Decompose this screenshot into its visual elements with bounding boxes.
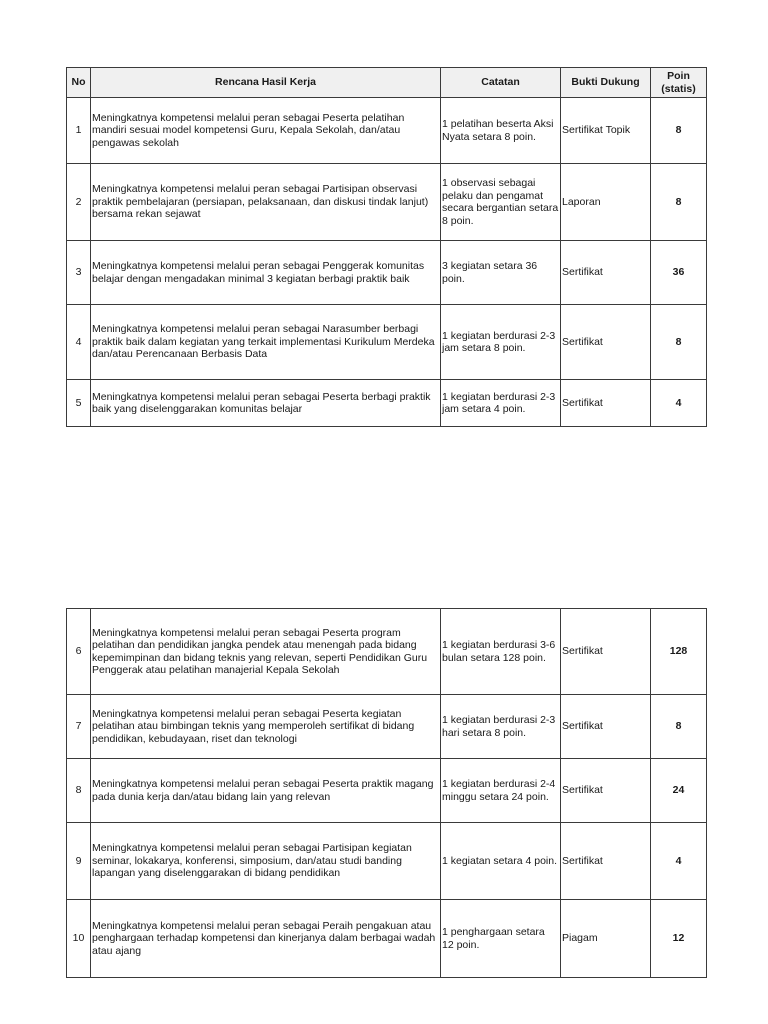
row-number: 6 [67, 609, 91, 695]
table-header-row [67, 68, 707, 98]
bukti-cell: Sertifikat Topik [561, 98, 651, 164]
table-row [67, 823, 707, 900]
table-row [67, 380, 707, 427]
catatan-cell: 1 penghargaan setara 12 poin. [441, 900, 561, 978]
bukti-cell: Piagam [561, 900, 651, 978]
row-number: 1 [67, 98, 91, 164]
catatan-cell: 3 kegiatan setara 36 poin. [441, 241, 561, 305]
catatan-cell: 1 observasi sebagai pelaku dan pengamat secara bergantian setara 8 poin. [441, 164, 561, 241]
row-number: 4 [67, 305, 91, 380]
rencana-cell: Meningkatnya kompetensi melalui peran sebagai Peraih pengakuan atau penghargaan terhadap kompetensi dan kinerjanya dalam berbagai wadah atau ajang [91, 900, 441, 978]
catatan-cell: 1 kegiatan berdurasi 2-4 minggu setara 24 poin. [441, 759, 561, 823]
poin-cell: 4 [651, 823, 707, 900]
bukti-cell: Laporan [561, 164, 651, 241]
catatan-cell: 1 kegiatan berdurasi 3-6 bulan setara 128 poin. [441, 609, 561, 695]
rencana-cell: Meningkatnya kompetensi melalui peran sebagai Peserta berbagi praktik baik yang diselenggarakan komunitas belajar [91, 380, 441, 427]
row-number: 8 [67, 759, 91, 823]
table-row [67, 695, 707, 759]
poin-cell: 12 [651, 900, 707, 978]
table-row [67, 305, 707, 380]
competency-table-part-1 [66, 67, 707, 427]
poin-cell: 24 [651, 759, 707, 823]
catatan-cell: 1 kegiatan berdurasi 2-3 jam setara 8 poin. [441, 305, 561, 380]
rencana-cell: Meningkatnya kompetensi melalui peran sebagai Peserta praktik magang pada dunia kerja dan/atau bidang lain yang relevan [91, 759, 441, 823]
catatan-cell: 1 pelatihan beserta Aksi Nyata setara 8 poin. [441, 98, 561, 164]
poin-cell: 128 [651, 609, 707, 695]
rencana-cell: Meningkatnya kompetensi melalui peran sebagai Partisipan kegiatan seminar, lokakarya, konferensi, simposium, dan/atau studi banding lapangan yang diselenggarakan di bidang pendidikan [91, 823, 441, 900]
header-bukti-dukung: Bukti Dukung [561, 68, 651, 98]
header-catatan: Catatan [441, 68, 561, 98]
rencana-cell: Meningkatnya kompetensi melalui peran sebagai Peserta kegiatan pelatihan atau bimbingan teknis yang memperoleh sertifikat di bidang pendidikan, kebudayaan, riset dan teknologi [91, 695, 441, 759]
table-row [67, 164, 707, 241]
bukti-cell: Sertifikat [561, 823, 651, 900]
poin-cell: 8 [651, 695, 707, 759]
rencana-cell: Meningkatnya kompetensi melalui peran sebagai Peserta pelatihan mandiri sesuai model kompetensi Guru, Kepala Sekolah, dan/atau pengawas sekolah [91, 98, 441, 164]
poin-cell: 4 [651, 380, 707, 427]
header-poin: Poin (statis) [651, 68, 707, 98]
row-number: 9 [67, 823, 91, 900]
catatan-cell: 1 kegiatan berdurasi 2-3 jam setara 4 poin. [441, 380, 561, 427]
catatan-cell: 1 kegiatan setara 4 poin. [441, 823, 561, 900]
poin-cell: 8 [651, 305, 707, 380]
table-row [67, 759, 707, 823]
header-rencana-hasil-kerja: Rencana Hasil Kerja [91, 68, 441, 98]
table-row [67, 98, 707, 164]
bukti-cell: Sertifikat [561, 380, 651, 427]
bukti-cell: Sertifikat [561, 241, 651, 305]
poin-cell: 36 [651, 241, 707, 305]
bukti-cell: Sertifikat [561, 695, 651, 759]
rencana-cell: Meningkatnya kompetensi melalui peran sebagai Partisipan observasi praktik pembelajaran (persiapan, pelaksanaan, dan diskusi tindak lanjut) bersama rekan sejawat [91, 164, 441, 241]
row-number: 2 [67, 164, 91, 241]
header-no: No [67, 68, 91, 98]
rencana-cell: Meningkatnya kompetensi melalui peran sebagai Penggerak komunitas belajar dengan mengadakan minimal 3 kegiatan berbagi praktik baik [91, 241, 441, 305]
row-number: 5 [67, 380, 91, 427]
table-row [67, 241, 707, 305]
table-row [67, 900, 707, 978]
competency-table-part-2 [66, 608, 707, 978]
row-number: 10 [67, 900, 91, 978]
bukti-cell: Sertifikat [561, 305, 651, 380]
rencana-cell: Meningkatnya kompetensi melalui peran sebagai Narasumber berbagi praktik baik dalam kegiatan yang terkait implementasi Kurikulum Merdeka dan/atau Perencanaan Berbasis Data [91, 305, 441, 380]
bukti-cell: Sertifikat [561, 609, 651, 695]
catatan-cell: 1 kegiatan berdurasi 2-3 hari setara 8 poin. [441, 695, 561, 759]
poin-cell: 8 [651, 164, 707, 241]
row-number: 7 [67, 695, 91, 759]
rencana-cell: Meningkatnya kompetensi melalui peran sebagai Peserta program pelatihan dan pendidikan jangka pendek atau menengah pada bidang kepemimpinan dan bidang teknis yang relevan, seperti Pendidikan Guru Penggerak atau pelatihan manajerial Kepala Sekolah [91, 609, 441, 695]
row-number: 3 [67, 241, 91, 305]
poin-cell: 8 [651, 98, 707, 164]
table-row [67, 609, 707, 695]
bukti-cell: Sertifikat [561, 759, 651, 823]
